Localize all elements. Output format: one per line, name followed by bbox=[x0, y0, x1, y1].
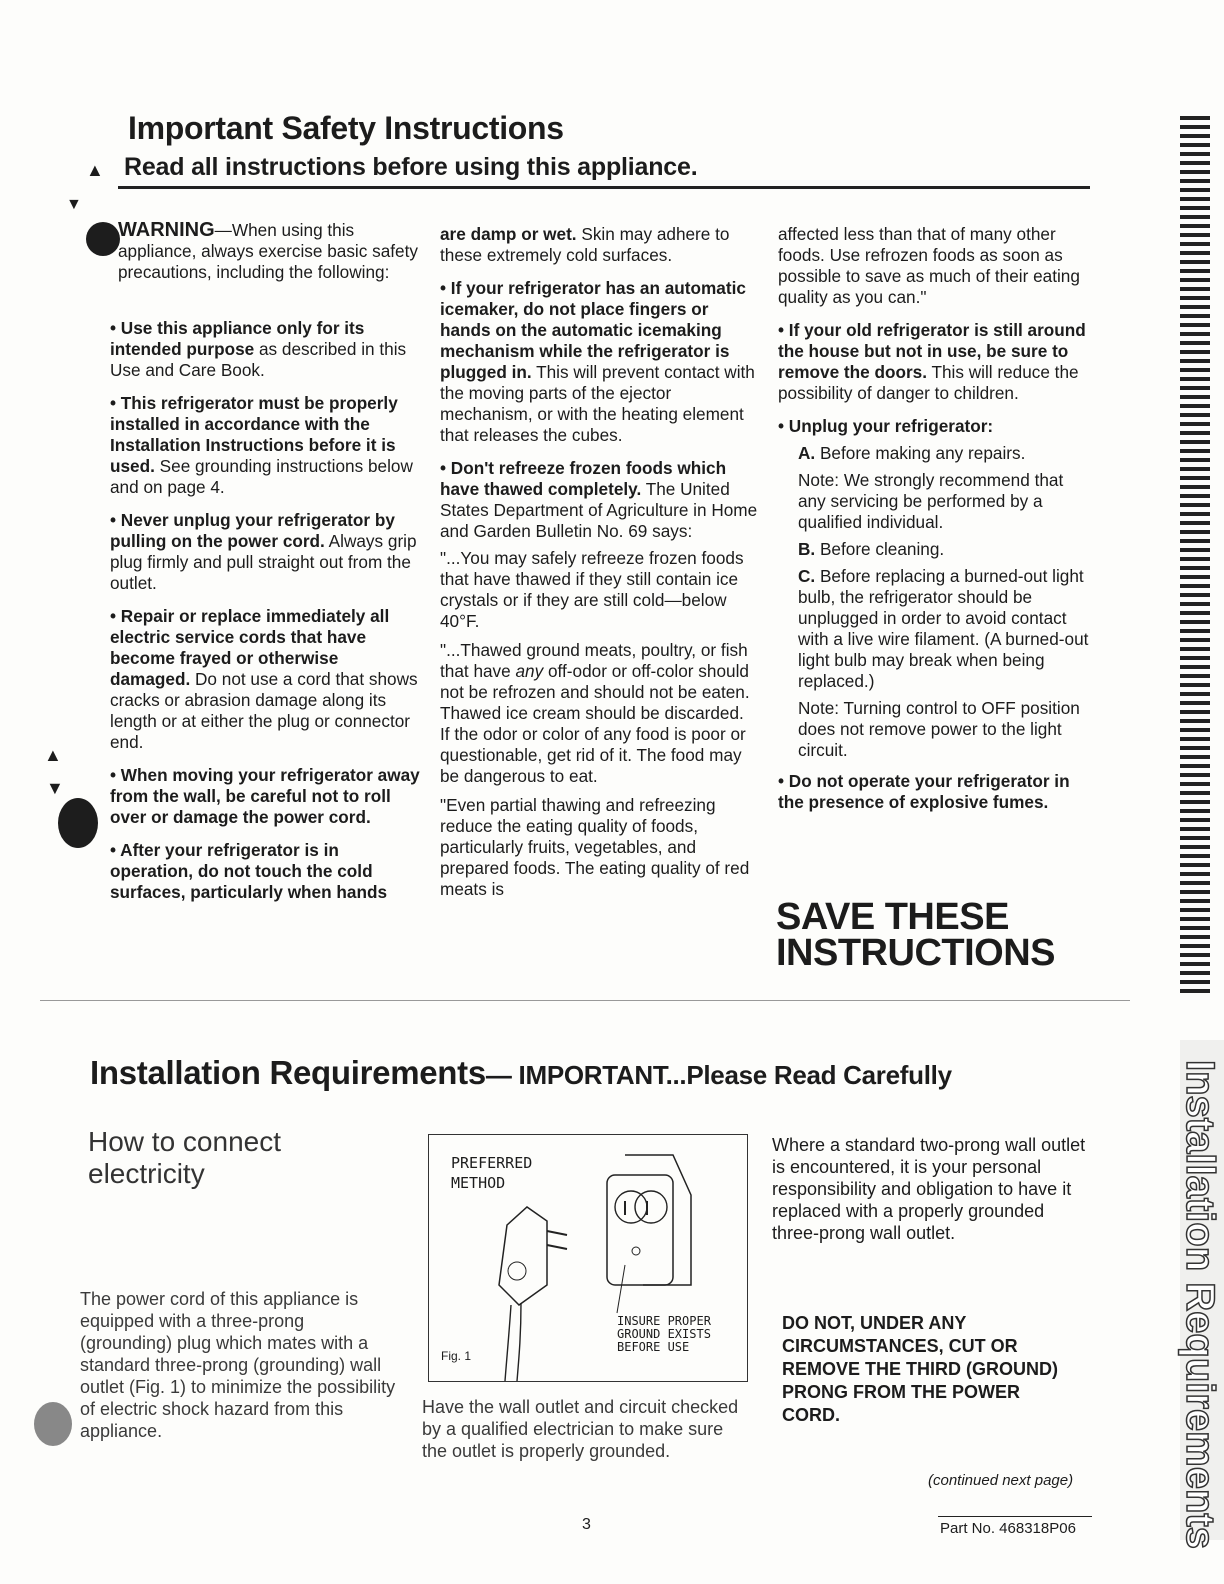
save-instructions-line1: SAVE THESE bbox=[776, 896, 1009, 938]
do-not-warning: DO NOT, UNDER ANY CIRCUMSTANCES, CUT OR REMOVE THE THIRD (GROUND) PRONG FROM THE POWER CORD. bbox=[782, 1313, 1058, 1425]
safety-list-1 bbox=[110, 318, 420, 915]
page-title: Important Safety Instructions bbox=[128, 110, 564, 146]
side-tab bbox=[1136, 0, 1224, 1584]
list-item: • When moving your refrigerator away from the wall, be careful not to roll over or damage the power cord. bbox=[110, 765, 420, 828]
warning-label: WARNING bbox=[118, 219, 215, 241]
footer-rule bbox=[938, 1516, 1092, 1517]
safety-column-2: are damp or wet. Skin may adhere to these extremely cold surfaces. • If your refrigerator has an automatic icemaker, do not place fingers or hands on the automatic icemaking mechanism while the refrigerator is plugged in. This will prevent contact with the moving parts of the ejector mechanism, or with the heating element that releases the cubes. • Don't refreeze frozen foods which have thawed completely. The United States Department of Agriculture in Home and Garden Bulletin No. 69 says: "...You may safely refreeze frozen foods that have thawed if they still contain ice crystals or if they are still cold—below 40°F. "...Thawed ground meats, poultry, or fish that have any off-odor or off-color should not be refrozen and should not be eaten. Thawed ice cream should be discarded. If the odor or color of any food is poor or questionable, get rid of it. The food may be dangerous to eat. "Even partial thawing and refreezing reduce the eating quality of foods, particularly fruits, vegetables, and prepared foods. The eating quality of red meats is bbox=[440, 224, 758, 912]
howto-line2: electricity bbox=[88, 1158, 205, 1189]
fig-note: INSURE PROPER bbox=[617, 1314, 711, 1328]
fig-label: METHOD bbox=[451, 1174, 506, 1192]
page-number: 3 bbox=[582, 1516, 591, 1533]
power-cord-text: The power cord of this appliance is equipped with a three-prong (grounding) plug which mates with a standard three-prong (grounding) wall outlet (Fig. 1) to minimize the possibility of electric shock hazard from this appliance. bbox=[80, 1289, 396, 1441]
side-tab-label: Installation Requirements bbox=[1178, 1060, 1222, 1549]
safety-column-1 bbox=[118, 220, 418, 295]
part-number: Part No. 468318P06 bbox=[940, 1520, 1076, 1537]
punch-hole-icon bbox=[34, 1402, 72, 1446]
check-outlet-text: Have the wall outlet and circuit checked by a qualified electrician to make sure the outlet is properly grounded. bbox=[422, 1397, 739, 1461]
fig-note: GROUND EXISTS bbox=[617, 1327, 711, 1341]
install-title: Installation Requirements— IMPORTANT...Please Read Carefully bbox=[90, 1054, 952, 1091]
arrow-icon: ▲ bbox=[44, 745, 62, 765]
arrow-icon: ▲ bbox=[86, 160, 104, 180]
list-item: • After your refrigerator is in operation, do not touch the cold surfaces, particularly when hands bbox=[110, 840, 420, 903]
safety-column-3: affected less than that of many other foods. Use refrozen foods as soon as possible to save as much of their eating quality as you can." • If your old refrigerator is still around the house but not in use, be sure to remove the doors. This will reduce the possibility of danger to children. • Unplug your refrigerator: A. Before making any repairs. Note: We strongly recommend that any servicing be performed by a qualified individual. B. Before cleaning. C. Before replacing a burned-out light bulb, the refrigerator should be unplugged in order to avoid contact with a live wire filament. (A burned-out light bulb may break when being replaced.) Note: Turning control to OFF position does not remove power to the light circuit. • Do not operate your refrigerator in the presence of explosive fumes. bbox=[778, 224, 1094, 825]
list-item: • Never unplug your refrigerator by pulling on the power cord. Always grip plug firmly and pull straight out from the outlet. bbox=[110, 510, 420, 594]
figure-1 bbox=[428, 1134, 748, 1382]
warning-text: —When using this appliance, always exercise basic safety precautions, including the following: bbox=[118, 220, 418, 282]
section-divider bbox=[40, 1000, 1130, 1001]
fig-label: PREFERRED bbox=[451, 1154, 533, 1172]
fig-number: Fig. 1 bbox=[441, 1349, 472, 1363]
header-rule bbox=[118, 186, 1090, 189]
fig-note: BEFORE USE bbox=[617, 1340, 690, 1354]
list-item: • Use this appliance only for its intended purpose as described in this Use and Care Book. bbox=[110, 318, 420, 381]
howto-line1: How to connect bbox=[88, 1126, 281, 1157]
list-item: • This refrigerator must be properly installed in accordance with the Installation Instructions before it is used. See grounding instructions below and on page 4. bbox=[110, 393, 420, 498]
punch-hole-icon bbox=[58, 798, 98, 848]
arrow-down-icon: ▼ bbox=[46, 778, 64, 798]
list-item: • Repair or replace immediately all electric service cords that have become frayed or otherwise damaged. Do not use a cord that shows cracks or abrasion damage along its length or at either the plug or connector end. bbox=[110, 606, 420, 753]
plug-outlet-illustration bbox=[429, 1135, 747, 1381]
warning-dot-icon bbox=[86, 222, 120, 256]
two-prong-text: Where a standard two-prong wall outlet is encountered, it is your personal responsibility and obligation to have it replaced with a properly grounded three-prong wall outlet. bbox=[772, 1135, 1086, 1243]
save-instructions-line2: INSTRUCTIONS bbox=[776, 932, 1055, 974]
page-subtitle: Read all instructions before using this appliance. bbox=[124, 153, 698, 181]
tab-stripes bbox=[1180, 116, 1210, 996]
continued-note: (continued next page) bbox=[928, 1472, 1074, 1489]
arrow-down-icon: ▼ bbox=[66, 196, 82, 213]
